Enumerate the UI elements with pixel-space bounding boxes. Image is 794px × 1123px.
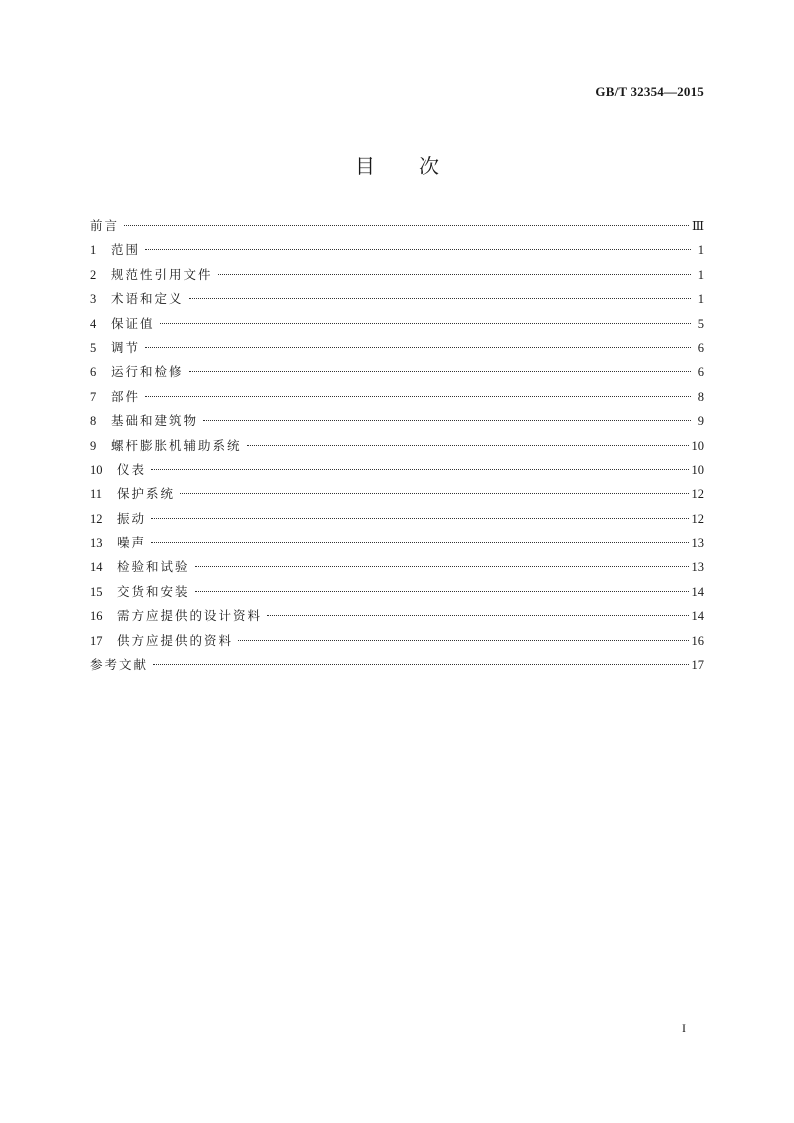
toc-entry-number: 7 xyxy=(90,389,97,404)
toc-entry-page: 1 xyxy=(697,292,704,307)
toc-dot-leader xyxy=(218,274,691,275)
toc-entry[interactable] xyxy=(90,484,704,508)
toc-entry-page: 13 xyxy=(691,536,704,551)
toc-entry-number: 4 xyxy=(90,316,97,331)
toc-entry-title: 仪表 xyxy=(117,461,147,477)
toc-dot-leader xyxy=(180,493,688,494)
toc-entry-title: 基础和建筑物 xyxy=(111,413,199,429)
toc-entry[interactable] xyxy=(90,606,704,630)
toc-entry-page: 13 xyxy=(691,560,704,575)
toc-entry-number: 9 xyxy=(90,438,97,453)
toc-entry-title: 调节 xyxy=(111,339,141,355)
toc-entry[interactable] xyxy=(90,289,704,313)
toc-entry-page: 12 xyxy=(691,487,704,502)
toc-dot-leader xyxy=(189,298,691,299)
toc-entry-number: 1 xyxy=(90,243,97,258)
toc-entry-page: 10 xyxy=(691,438,704,453)
toc-entry-number: 13 xyxy=(90,536,103,551)
toc-entry[interactable] xyxy=(90,314,704,338)
toc-entry-number: 11 xyxy=(90,487,103,502)
toc-entry-title: 范围 xyxy=(111,242,141,258)
toc-entry-page: 1 xyxy=(697,267,704,282)
toc-dot-leader xyxy=(145,347,691,348)
toc-entry-title: 保护系统 xyxy=(117,486,176,502)
toc-entry-title: 前言 xyxy=(90,218,120,233)
toc-entry-page: 12 xyxy=(691,511,704,526)
page-number: I xyxy=(682,1021,686,1035)
toc-dot-leader xyxy=(160,323,691,324)
toc-entry-number: 12 xyxy=(90,511,103,526)
toc-entry[interactable] xyxy=(90,533,704,557)
toc-entry[interactable] xyxy=(90,582,704,606)
toc-entry[interactable] xyxy=(90,411,704,435)
toc-entry-page: 10 xyxy=(691,462,704,477)
toc-entry[interactable] xyxy=(90,387,704,411)
toc-dot-leader xyxy=(195,591,689,592)
toc-entry-page: 14 xyxy=(691,584,704,599)
toc-entry[interactable] xyxy=(90,557,704,581)
toc-entry-number: 3 xyxy=(90,292,97,307)
toc-entry-title: 螺杆膨胀机辅助系统 xyxy=(111,437,242,453)
toc-entry[interactable] xyxy=(90,436,704,460)
toc-entry-title: 参考文献 xyxy=(90,657,149,673)
toc-entry-page: 16 xyxy=(691,633,704,648)
toc-entry-title: 交货和安装 xyxy=(117,583,190,599)
toc-dot-leader xyxy=(151,518,688,519)
toc-entry-number: 2 xyxy=(90,267,97,282)
toc-entry-title: 规范性引用文件 xyxy=(111,266,213,282)
toc-entry[interactable] xyxy=(90,265,704,289)
toc-dot-leader xyxy=(203,420,691,421)
toc-entry-page: 6 xyxy=(697,340,704,355)
toc-entry-number: 5 xyxy=(90,340,97,355)
toc-entry[interactable] xyxy=(90,338,704,362)
toc-entry-number: 17 xyxy=(90,633,103,648)
toc-entry[interactable] xyxy=(90,216,704,240)
toc-dot-leader xyxy=(267,615,688,616)
toc-entry-title: 噪声 xyxy=(117,535,147,551)
toc-entry-page: 14 xyxy=(691,609,704,624)
toc-entry-number: 14 xyxy=(90,560,103,575)
toc-entry-page: 9 xyxy=(697,414,704,429)
page-title: 目次 xyxy=(355,154,483,178)
toc-entry-title: 供方应提供的资料 xyxy=(117,632,234,648)
toc-entry-title: 检验和试验 xyxy=(117,559,190,575)
standard-code: GB/T 32354—2015 xyxy=(595,84,704,99)
toc-entry-number: 16 xyxy=(90,609,103,624)
toc-dot-leader xyxy=(145,396,691,397)
toc-entry-number: 6 xyxy=(90,365,97,380)
toc-entry-page: 6 xyxy=(697,365,704,380)
toc-dot-leader xyxy=(145,249,691,250)
toc-dot-leader xyxy=(189,371,691,372)
toc-entry-number: 8 xyxy=(90,414,97,429)
toc-dot-leader xyxy=(124,225,689,226)
toc-entry-title: 部件 xyxy=(111,388,141,404)
table-of-contents xyxy=(90,216,704,679)
toc-entry-title: 振动 xyxy=(117,510,147,526)
toc-entry-title: 需方应提供的设计资料 xyxy=(117,608,263,624)
toc-entry-title: 运行和检修 xyxy=(111,364,184,380)
toc-dot-leader xyxy=(247,445,689,446)
toc-dot-leader xyxy=(238,640,688,641)
toc-entry-page: 1 xyxy=(697,243,704,258)
toc-entry-number: 15 xyxy=(90,584,103,599)
toc-entry[interactable] xyxy=(90,509,704,533)
toc-entry[interactable] xyxy=(90,655,704,679)
toc-entry-page: Ⅲ xyxy=(691,219,704,233)
toc-entry[interactable] xyxy=(90,240,704,264)
toc-entry-page: 5 xyxy=(697,316,704,331)
toc-entry-page: 17 xyxy=(691,658,704,673)
toc-dot-leader xyxy=(153,664,688,665)
toc-dot-leader xyxy=(151,469,688,470)
toc-entry-title: 保证值 xyxy=(111,315,155,331)
toc-dot-leader xyxy=(195,566,689,567)
toc-dot-leader xyxy=(151,542,688,543)
toc-entry-page: 8 xyxy=(697,389,704,404)
toc-entry-title: 术语和定义 xyxy=(111,291,184,307)
toc-entry[interactable] xyxy=(90,362,704,386)
toc-entry[interactable] xyxy=(90,631,704,655)
toc-entry-number: 10 xyxy=(90,462,103,477)
toc-entry[interactable] xyxy=(90,460,704,484)
